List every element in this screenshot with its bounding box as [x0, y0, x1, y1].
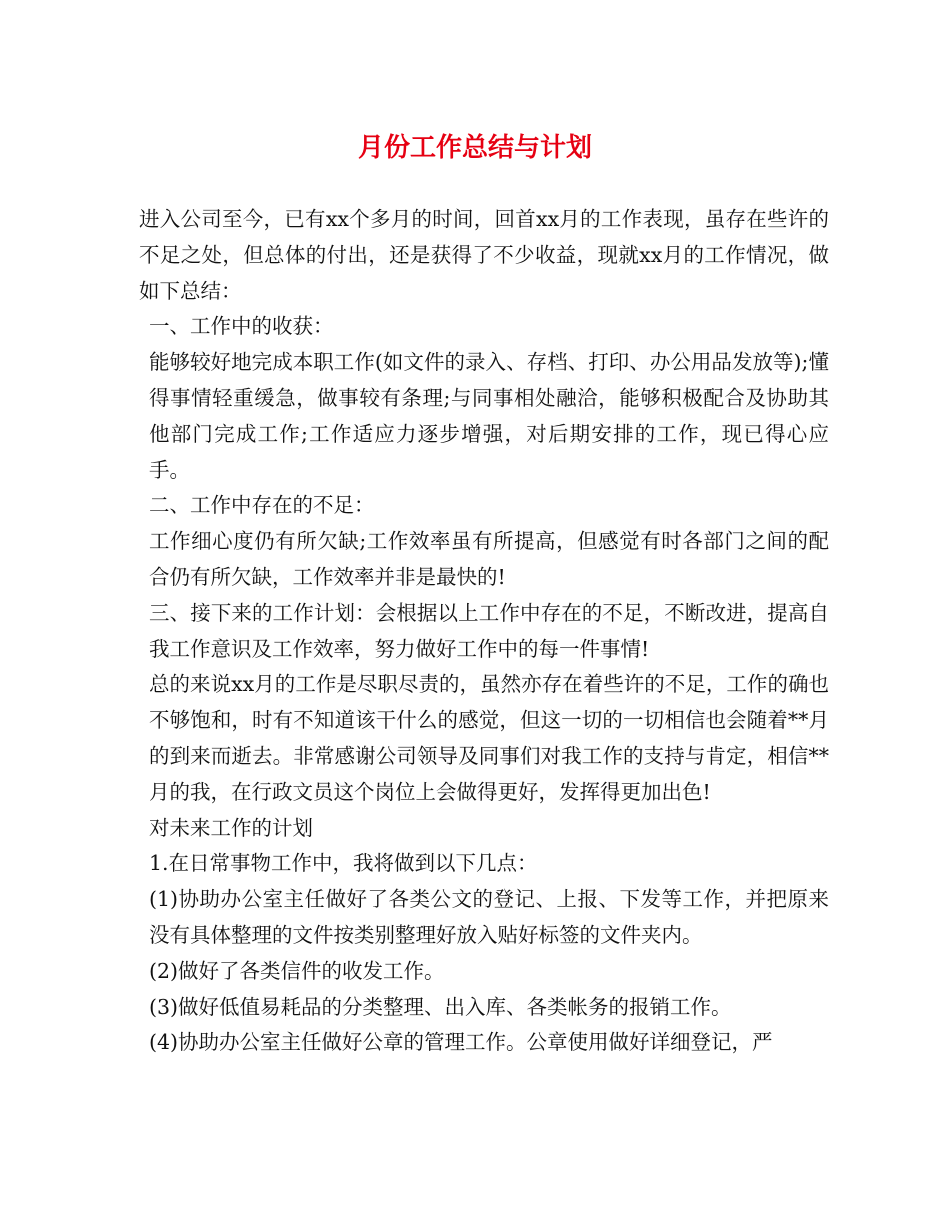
list-item-1: 1.在日常事物工作中，我将做到以下几点：	[149, 851, 538, 876]
shortcomings-paragraph: 工作细心度仍有所欠缺;工作效率虽有所提高，但感觉有时各部门之间的配合仍有所欠缺，工作效率并非是最快的!	[149, 529, 829, 589]
document-body	[139, 202, 829, 1061]
future-plan-heading: 对未来工作的计划	[149, 815, 313, 840]
gains-paragraph: 能够较好地完成本职工作(如文件的录入、存档、打印、办公用品发放等);懂得事情轻重缓急，做事较有条理;与同事相处融洽，能够积极配合及协助其他部门完成工作;工作适应力逐步增强，对后期安排的工作，现已得心应手。	[149, 350, 829, 482]
intro-paragraph: 进入公司至今，已有xx个多月的时间，回首xx月的工作表现，虽存在些许的不足之处，但总体的付出，还是获得了不少收益，现就xx月的工作情况，做如下总结：	[139, 207, 829, 303]
document-title: 月份工作总结与计划	[357, 133, 592, 163]
next-plan-paragraph: 三、接下来的工作计划：会根据以上工作中存在的不足，不断改进，提高自我工作意识及工作效率，努力做好工作中的每一件事情!	[149, 600, 829, 661]
list-subitem-3: (3)做好低值易耗品的分类整理、出入库、各类帐务的报销工作。	[149, 994, 732, 1019]
section-heading-shortcomings: 二、工作中存在的不足：	[149, 493, 375, 518]
list-subitem-2: (2)做好了各类信件的收发工作。	[149, 958, 445, 983]
summary-paragraph: 总的来说xx月的工作是尽职尽责的，虽然亦存在着些许的不足，工作的确也不够饱和，时有不知道该干什么的感觉，但这一切的一切相信也会随着**月的到来而逝去。非常感谢公司领导及同事们对我工作的支持与肯定，相信**月的我，在行政文员这个岗位上会做得更好，发挥得更加出色!	[149, 672, 829, 804]
section-heading-gains: 一、工作中的收获：	[149, 314, 334, 339]
list-subitem-1: (1)协助办公室主任做好了各类公文的登记、上报、下发等工作，并把原来没有具体整理的文件按类别整理好放入贴好标签的文件夹内。	[149, 887, 829, 947]
list-subitem-4: (4)协助办公室主任做好公章的管理工作。公章使用做好详细登记，严	[149, 1030, 773, 1055]
